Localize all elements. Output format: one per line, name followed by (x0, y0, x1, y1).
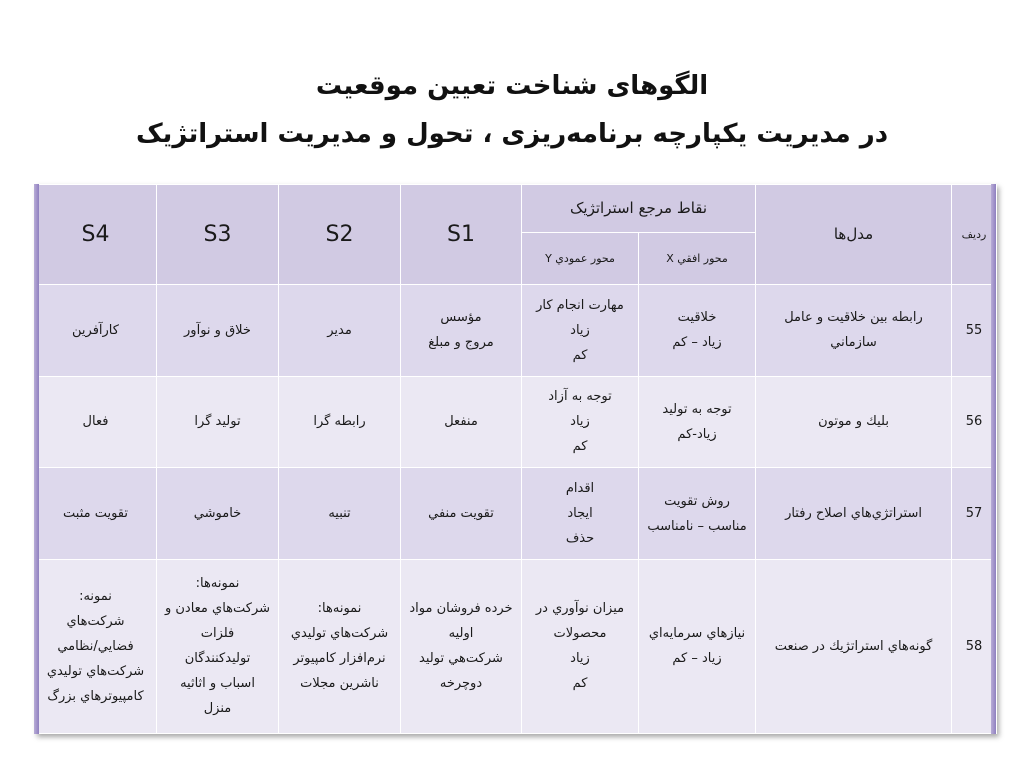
table-row (35, 468, 997, 560)
header-x-axis: محور افقي X (639, 233, 756, 285)
header-models: مدل‌ها (756, 185, 952, 285)
cell-s4: كارآفرين (35, 285, 157, 377)
slide-title (0, 62, 1024, 158)
cell-s3: نمونه‌ها: شركت‌هاي معادن و فلزات توليدكنندگان اسباب و اثاثيه منزل (157, 559, 279, 733)
table-row (35, 376, 997, 468)
header-s1: S1 (401, 185, 522, 285)
cell-s1: تقويت منفي (401, 468, 522, 560)
cell-radif: 58 (952, 559, 997, 733)
cell-s2: رابطه گرا (279, 376, 401, 468)
cell-s3: خلاق و نوآور (157, 285, 279, 377)
cell-s4: نمونه: شركت‌هاي فضايي/نظامي شركت‌هاي توليدي كامپيوترهاي بزرگ (35, 559, 157, 733)
title-line-1: الگوهای شناخت تعیین موقعیت (315, 71, 709, 101)
cell-x-axis: روش تقويت مناسب – نامناسب (639, 468, 756, 560)
cell-model: استراتژي‌هاي اصلاح رفتار (756, 468, 952, 560)
cell-model: رابطه بين خلاقيت و عامل سازماني (756, 285, 952, 377)
header-s4: S4 (35, 185, 157, 285)
table-right-edge (991, 184, 996, 734)
cell-s1: مؤسس مروج و مبلغ (401, 285, 522, 377)
strategy-table (34, 184, 997, 734)
cell-model: گونه‌هاي استراتژيك در صنعت (756, 559, 952, 733)
cell-radif: 56 (952, 376, 997, 468)
cell-x-axis: نيازهاي سرمايه‌اي زياد – كم (639, 559, 756, 733)
header-s3: S3 (157, 185, 279, 285)
cell-s3: خاموشي (157, 468, 279, 560)
cell-y-axis: مهارت انجام كار زياد كم (522, 285, 639, 377)
cell-s4: فعال (35, 376, 157, 468)
header-reference-points: نقاط مرجع استراتژیک (522, 185, 756, 233)
header-s2: S2 (279, 185, 401, 285)
cell-s2: مدير (279, 285, 401, 377)
strategy-table-container (34, 184, 996, 734)
cell-s3: توليد گرا (157, 376, 279, 468)
cell-radif: 55 (952, 285, 997, 377)
cell-y-axis: ميزان نوآوري در محصولات زياد كم (522, 559, 639, 733)
cell-x-axis: توجه به توليد زياد-كم (639, 376, 756, 468)
header-radif: رديف (952, 185, 997, 285)
cell-radif: 57 (952, 468, 997, 560)
cell-s2: تنبيه (279, 468, 401, 560)
header-y-axis: محور عمودي Y (522, 233, 639, 285)
cell-y-axis: توجه به آزاد زياد كم (522, 376, 639, 468)
cell-s1: منفعل (401, 376, 522, 468)
cell-model: بليك و موتون (756, 376, 952, 468)
table-row (35, 285, 997, 377)
cell-y-axis: اقدام ايجاد حذف (522, 468, 639, 560)
title-line-2: در مدیریت یکپارچه برنامه‌ریزی ، تحول و مدیریت استراتژیک (135, 119, 889, 149)
cell-s4: تقويت مثبت (35, 468, 157, 560)
table-row (35, 559, 997, 733)
cell-s1: خرده فروشان مواد اوليه شركت‌هي توليد دوچرخه (401, 559, 522, 733)
table-left-edge (34, 184, 39, 734)
cell-s2: نمونه‌ها: شركت‌هاي توليدي نرم‌افزار كامپيوتر ناشرين مجلات (279, 559, 401, 733)
cell-x-axis: خلاقيت زياد – كم (639, 285, 756, 377)
